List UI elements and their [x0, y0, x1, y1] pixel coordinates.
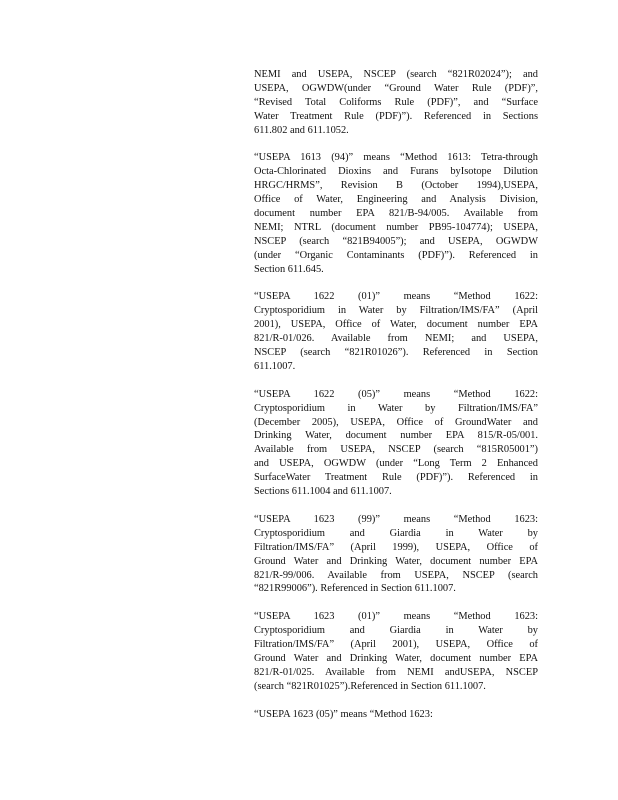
- text-line: Water Treatment Rule (PDF)”). Referenced in Sections: [254, 110, 538, 122]
- text-line: 821/R-01/025. Available from NEMI andUSEPA, NSCEP: [254, 666, 538, 678]
- text-line: NEMI; NTRL (document number PB95-104774); USEPA,: [254, 221, 538, 233]
- text-line: “Revised Total Coliforms Rule (PDF)”, and “Surface: [254, 96, 538, 108]
- text-line: SurfaceWater Treatment Rule (PDF)”). Referenced in: [254, 472, 538, 484]
- text-line: Cryptosporidium in Water by Filtration/IMS/FA” (April: [254, 305, 538, 317]
- text-line: 2001), USEPA, Office of Water, document number EPA: [254, 319, 538, 331]
- text-line: Ground Water and Drinking Water, document number EPA: [254, 555, 538, 567]
- text-line: (search “821R01025”).Referenced in Section 611.1007.: [254, 680, 486, 692]
- text-line: Sections 611.1004 and 611.1007.: [254, 486, 392, 498]
- text-line: Available from USEPA, NSCEP (search “815R05001”): [254, 444, 538, 456]
- text-line: USEPA, OGWDW(under “Ground Water Rule (PDF)”,: [254, 82, 538, 94]
- text-line: Drinking Water, document number EPA 815/R-05/001.: [254, 430, 538, 442]
- text-line: HRGC/HRMS”, Revision B (October 1994),USEPA,: [254, 180, 538, 192]
- text-line: and USEPA, OGWDW (under “Long Term 2 Enhanced: [254, 458, 538, 470]
- text-line: (December 2005), USEPA, Office of GroundWater and: [254, 416, 538, 428]
- text-line: document number EPA 821/B-94/005. Available from: [254, 208, 538, 220]
- text-line: “USEPA 1623 (99)” means “Method 1623:: [254, 513, 538, 525]
- text-line: NSCEP (search “821R01026”). Referenced in Section: [254, 347, 538, 359]
- text-line: “USEPA 1613 (94)” means “Method 1613: Tetra-through: [254, 152, 538, 164]
- definition-paragraph: [254, 513, 538, 596]
- text-line: Ground Water and Drinking Water, document number EPA: [254, 652, 538, 664]
- definition-paragraph: [254, 708, 538, 722]
- text-line: “USEPA 1623 (05)” means “Method 1623:: [254, 708, 433, 720]
- text-line: Section 611.645.: [254, 263, 324, 275]
- text-line: Octa-Chlorinated Dioxins and Furans byIsotope Dilution: [254, 166, 538, 178]
- definition-paragraph: [254, 610, 538, 693]
- text-line: Cryptosporidium in Water by Filtration/IMS/FA”: [254, 402, 538, 414]
- text-line: (under “Organic Contaminants (PDF)”). Referenced in: [254, 249, 538, 261]
- text-line: “USEPA 1623 (01)” means “Method 1623:: [254, 611, 538, 623]
- text-line: Filtration/IMS/FA” (April 2001), USEPA, Office of: [254, 639, 538, 651]
- definition-paragraph: [254, 68, 538, 137]
- definition-paragraph: [254, 151, 538, 276]
- definition-paragraph: [254, 290, 538, 373]
- text-line: NEMI and USEPA, NSCEP (search “821R02024”); and: [254, 69, 538, 80]
- text-line: “USEPA 1622 (01)” means “Method 1622:: [254, 291, 538, 303]
- text-line: 611.1007.: [254, 360, 296, 372]
- text-line: 611.802 and 611.1052.: [254, 124, 349, 136]
- text-column: [254, 68, 538, 736]
- text-line: 821/R-01/026. Available from NEMI; and USEPA,: [254, 333, 538, 345]
- text-line: “821R99006”). Referenced in Section 611.1007.: [254, 583, 456, 595]
- text-line: Filtration/IMS/FA” (April 1999), USEPA, Office of: [254, 541, 538, 553]
- text-line: Office of Water, Engineering and Analysis Division,: [254, 194, 538, 206]
- text-line: 821/R-99/006. Available from USEPA, NSCEP (search: [254, 569, 538, 581]
- text-line: “USEPA 1622 (05)” means “Method 1622:: [254, 388, 538, 400]
- text-line: Cryptosporidium and Giardia in Water by: [254, 625, 538, 637]
- text-line: NSCEP (search “821B94005”); and USEPA, OGWDW: [254, 235, 538, 247]
- text-line: Cryptosporidium and Giardia in Water by: [254, 527, 538, 539]
- definition-paragraph: [254, 388, 538, 499]
